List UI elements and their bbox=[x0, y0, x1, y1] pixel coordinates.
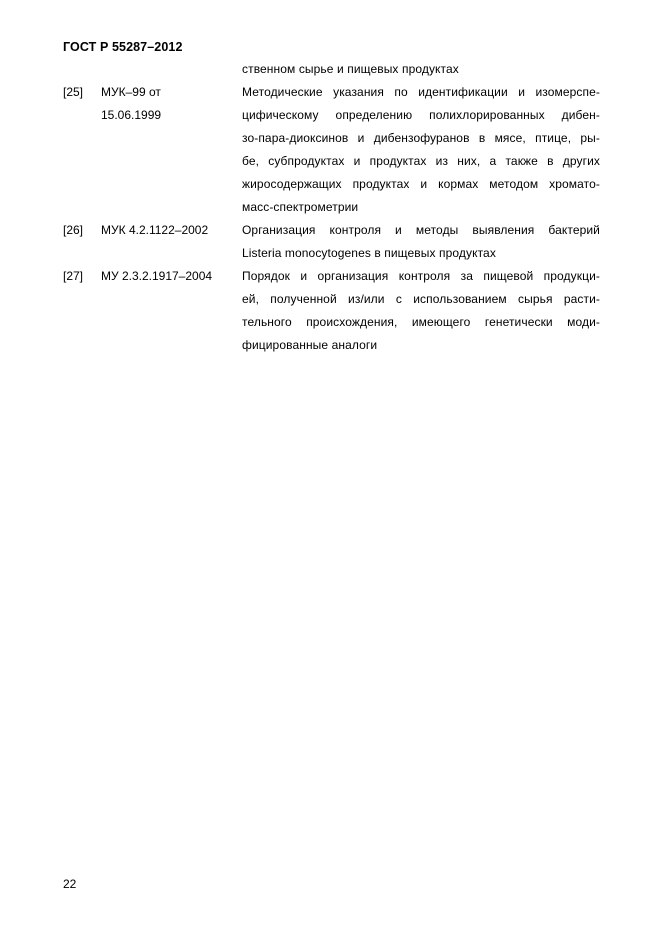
text-line: масс-спектрометрии bbox=[242, 200, 359, 214]
reference-code bbox=[101, 219, 241, 242]
bibliography bbox=[63, 58, 603, 357]
reference-number: [25] bbox=[63, 85, 84, 99]
reference-number: [26] bbox=[63, 223, 84, 237]
reference-code bbox=[101, 265, 241, 288]
continuation-text bbox=[242, 58, 600, 81]
text-line: жиросодержащих продуктах и кормах методом хромато- bbox=[242, 177, 600, 191]
reference-code bbox=[101, 81, 241, 127]
reference-entry-26 bbox=[63, 219, 603, 265]
reference-title bbox=[242, 81, 600, 219]
text-line: фицированные аналоги bbox=[242, 338, 378, 352]
text-line: цифическому определению полихлорированных дибен- bbox=[242, 108, 600, 122]
text-line: ственном сырье и пищевых продуктах bbox=[242, 62, 459, 76]
code-line: 15.06.1999 bbox=[101, 108, 162, 122]
text-line: ей, полученной из/или с использованием сырья расти- bbox=[242, 292, 600, 306]
continuation-entry bbox=[63, 58, 603, 81]
reference-entry-27 bbox=[63, 265, 603, 357]
reference-title bbox=[242, 265, 600, 357]
code-line: МУ 2.3.2.1917–2004 bbox=[101, 269, 213, 283]
reference-number: [27] bbox=[63, 269, 84, 283]
text-line: зо-пара-диоксинов и дибензофуранов в мясе, птице, ры- bbox=[242, 131, 600, 145]
text-line: Порядок и организация контроля за пищевой продукци- bbox=[242, 269, 600, 283]
reference-entry-25 bbox=[63, 81, 603, 219]
text-line: бе, субпродуктах и продуктах из них, а также в других bbox=[242, 154, 600, 168]
code-line: МУК–99 от bbox=[101, 85, 161, 99]
text-line: Методические указания по идентификации и изомерспе- bbox=[242, 85, 600, 99]
text-line: тельного происхождения, имеющего генетически моди- bbox=[242, 315, 600, 329]
text-line: Listeria monocytogenes в пищевых продуктах bbox=[242, 246, 496, 260]
document-header: ГОСТ Р 55287–2012 bbox=[63, 40, 183, 54]
code-line: МУК 4.2.1122–2002 bbox=[101, 223, 209, 237]
text-line: Организация контроля и методы выявления бактерий bbox=[242, 223, 600, 237]
page-number: 22 bbox=[63, 877, 77, 891]
reference-title bbox=[242, 219, 600, 265]
